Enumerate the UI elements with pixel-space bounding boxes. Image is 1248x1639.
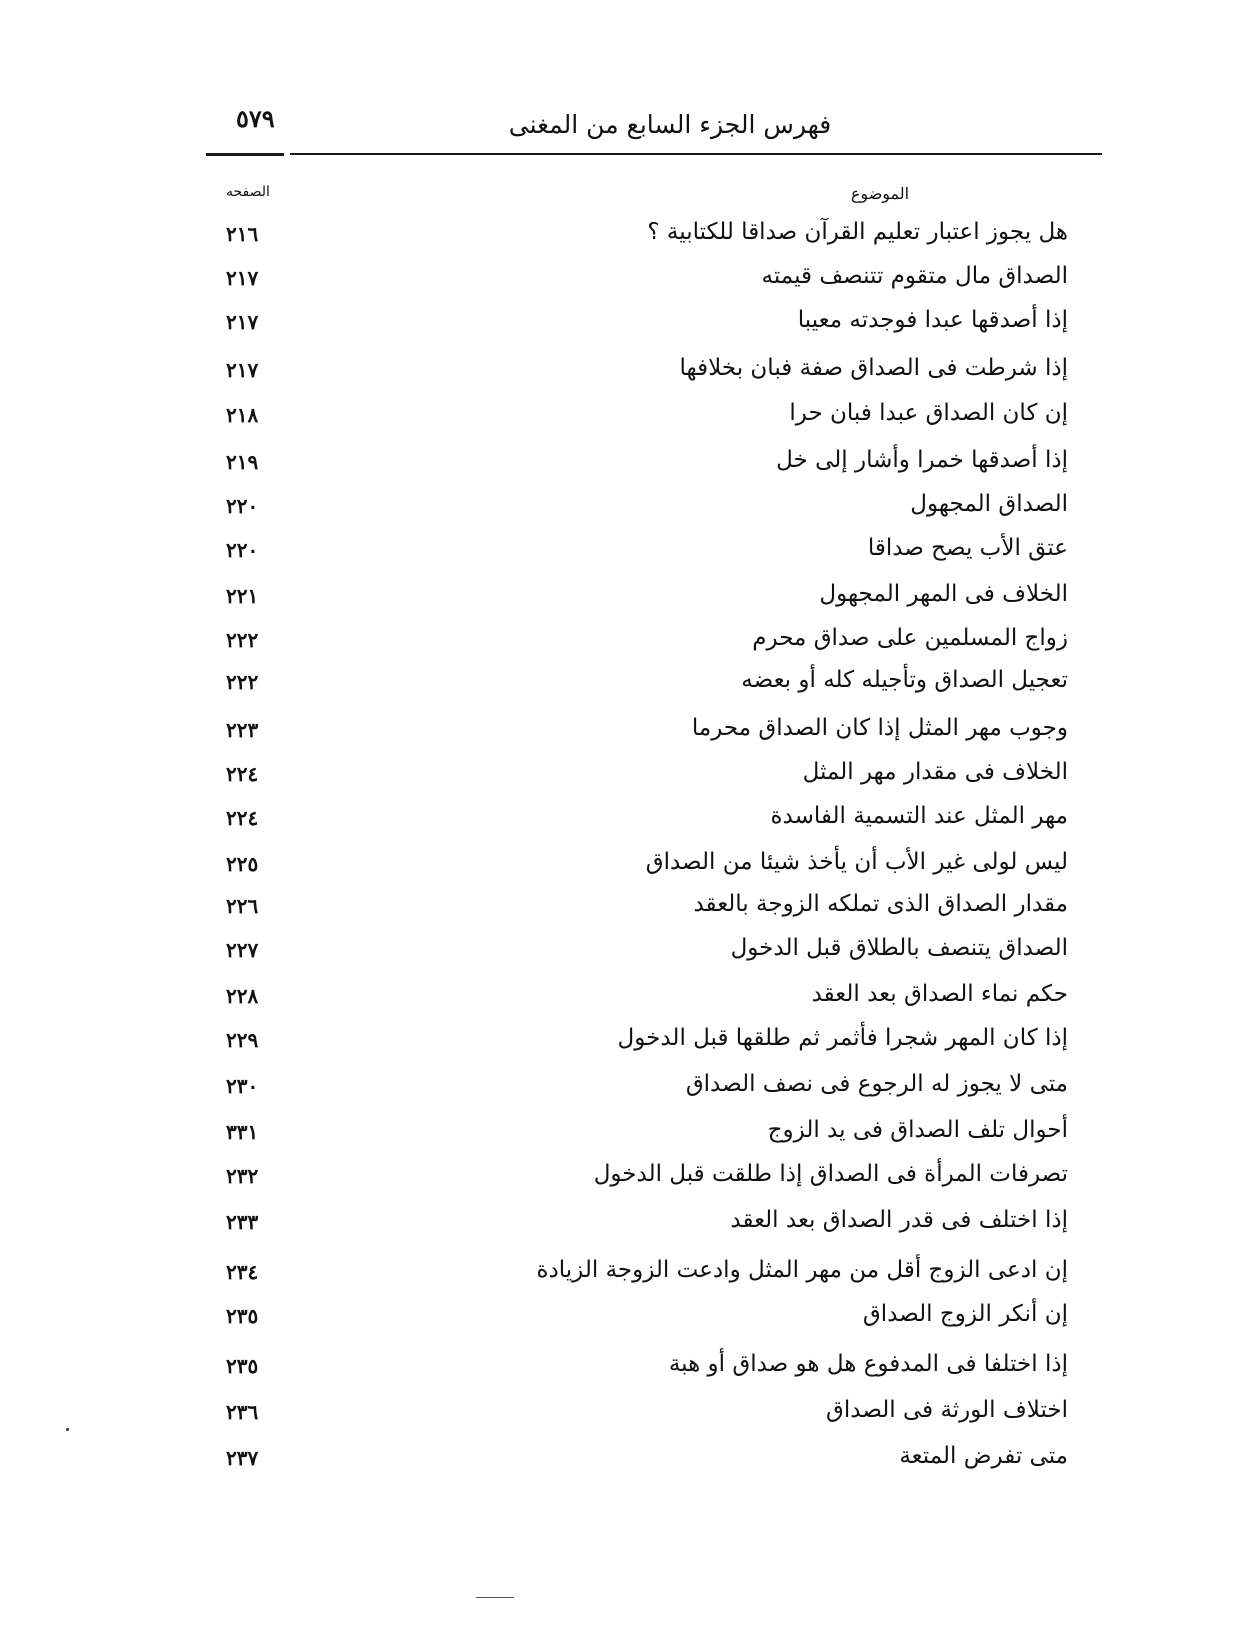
entry-title: تصرفات المرأة فى الصداق إذا طلقت قبل الدخول [593, 1161, 1068, 1187]
entry-page-number: ٢٣٢ [226, 1164, 259, 1188]
entry-title: إن أنكر الزوج الصداق [862, 1301, 1068, 1327]
index-entry [200, 618, 1068, 658]
index-entry [200, 1250, 1068, 1290]
index-entry [200, 212, 1068, 252]
entry-title: أحوال تلف الصداق فى يد الزوج [767, 1117, 1068, 1143]
entry-title: إذا شرطت فى الصداق صفة فبان بخلافها [679, 355, 1068, 381]
index-entry [200, 1200, 1068, 1240]
entry-title: إذا أصدقها عبدا فوجدته معيبا [797, 307, 1068, 333]
entry-page-number: ٢٢٠ [226, 494, 259, 518]
index-entry [200, 393, 1068, 433]
entry-page-number: ٢١٦ [226, 222, 259, 246]
entry-title: وجوب مهر المثل إذا كان الصداق محرما [691, 715, 1068, 741]
entry-title: متى لا يجوز له الرجوع فى نصف الصداق [685, 1071, 1068, 1097]
entry-page-number: ٢٢٣ [226, 718, 259, 742]
entry-page-number: ٢٣٥ [226, 1304, 259, 1328]
entry-title: مهر المثل عند التسمية الفاسدة [770, 803, 1068, 829]
index-entry [200, 1064, 1068, 1104]
index-entry [200, 660, 1068, 700]
entry-page-number: ٢٣٣ [226, 1210, 259, 1234]
entry-page-number: ٢١٨ [226, 403, 259, 427]
index-entry [200, 752, 1068, 792]
entry-page-number: ٢٣٤ [226, 1260, 259, 1284]
index-entry [200, 574, 1068, 614]
entry-title: إذا اختلف فى قدر الصداق بعد العقد [730, 1207, 1068, 1233]
entry-title: عتق الأب يصح صداقا [867, 535, 1068, 561]
index-entry [200, 528, 1068, 568]
entry-title: اختلاف الورثة فى الصداق [826, 1397, 1068, 1423]
entry-page-number: ٢١٧ [226, 310, 259, 334]
entry-page-number: ٢٢٩ [226, 1028, 259, 1052]
entry-page-number: ٢١٧ [226, 358, 259, 382]
index-entry [200, 1294, 1068, 1334]
entry-title: متى تفرض المتعة [899, 1443, 1068, 1469]
index-entry [200, 1390, 1068, 1430]
column-header-page: الصفحه [226, 184, 270, 200]
entry-title: إذا أصدقها خمرا وأشار إلى خل [776, 447, 1068, 473]
entry-title: زواج المسلمين على صداق محرم [752, 625, 1068, 651]
index-entry [200, 974, 1068, 1014]
entry-title: إن ادعى الزوج أقل من مهر المثل وادعت الزوجة الزيادة [536, 1257, 1068, 1283]
index-entry [200, 796, 1068, 836]
entry-page-number: ٢٣٠ [226, 1074, 259, 1098]
entry-title: الصداق مال متقوم تتنصف قيمته [761, 263, 1068, 289]
entry-title: هل يجوز اعتبار تعليم القرآن صداقا للكتابية ؟ [647, 219, 1068, 245]
entry-page-number: ٣٣١ [226, 1120, 259, 1144]
entry-page-number: ٢٢٦ [226, 894, 259, 918]
footer-rule [476, 1597, 514, 1598]
index-entry [200, 348, 1068, 388]
index-entry [200, 300, 1068, 340]
entry-page-number: ٢٢٢ [226, 670, 259, 694]
entry-title: إذا اختلفا فى المدفوع هل هو صداق أو هبة [668, 1351, 1068, 1377]
entry-page-number: ٢٢٢ [226, 628, 259, 652]
index-entry [200, 884, 1068, 924]
entry-page-number: ٢٢٥ [226, 852, 259, 876]
entry-title: الخلاف فى المهر المجهول [819, 581, 1068, 607]
column-header-topic: الموضوع [850, 184, 910, 203]
entry-title: الخلاف فى مقدار مهر المثل [802, 759, 1068, 785]
entry-title: ليس لولى غير الأب أن يأخذ شيئا من الصداق [645, 849, 1068, 875]
entry-title: مقدار الصداق الذى تملكه الزوجة بالعقد [693, 891, 1068, 917]
entry-title: حكم نماء الصداق بعد العقد [811, 981, 1068, 1007]
entry-page-number: ٢٢٨ [226, 984, 259, 1008]
entry-page-number: ٢١٩ [226, 450, 259, 474]
entry-title: إن كان الصداق عبدا فبان حرا [789, 400, 1068, 426]
entry-title: تعجيل الصداق وتأجيله كله أو بعضه [741, 667, 1068, 693]
margin-mark [66, 1428, 69, 1431]
index-entry [200, 440, 1068, 480]
entry-page-number: ٢٢٠ [226, 538, 259, 562]
index-entry [200, 1436, 1068, 1476]
index-entry [200, 842, 1068, 882]
entry-title: إذا كان المهر شجرا فأثمر ثم طلقها قبل الدخول [617, 1025, 1068, 1051]
index-entry [200, 484, 1068, 524]
entry-page-number: ٢٢٤ [226, 762, 259, 786]
entry-title: الصداق يتنصف بالطلاق قبل الدخول [730, 935, 1068, 961]
entry-page-number: ٢٢٤ [226, 806, 259, 830]
entry-page-number: ٢٢٧ [226, 938, 259, 962]
entry-page-number: ٢٣٦ [226, 1400, 259, 1424]
entry-title: الصداق المجهول [910, 491, 1068, 517]
entry-page-number: ٢١٧ [226, 266, 259, 290]
index-entry [200, 1344, 1068, 1384]
entry-page-number: ٢٢١ [226, 584, 259, 608]
index-entry [200, 256, 1068, 296]
entry-page-number: ٢٣٥ [226, 1354, 259, 1378]
index-entry [200, 1110, 1068, 1150]
running-title: فهرس الجزء السابع من المغنى [508, 110, 832, 139]
entry-page-number: ٢٣٧ [226, 1446, 259, 1470]
index-entry [200, 928, 1068, 968]
index-entry [200, 1018, 1068, 1058]
page-number: ٥٧٩ [236, 104, 275, 133]
index-entry [200, 1154, 1068, 1194]
index-entry [200, 708, 1068, 748]
